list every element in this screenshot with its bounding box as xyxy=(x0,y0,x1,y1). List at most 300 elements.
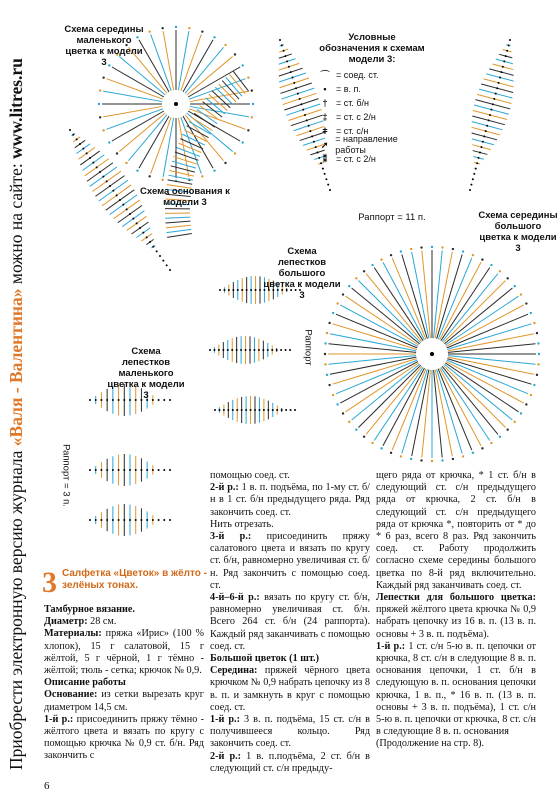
chain-dot xyxy=(163,469,165,471)
chain-dot xyxy=(89,399,91,401)
chain-dot xyxy=(498,82,500,84)
chain-dot xyxy=(486,125,488,127)
chain-dot xyxy=(506,428,508,430)
stitch-mark xyxy=(151,117,172,173)
chain-dot xyxy=(201,175,203,177)
chain-dot xyxy=(135,519,137,521)
chain-dot xyxy=(123,519,125,521)
paragraph-text: присоединить пряжу тёмно - жёлтого цвета и вязать по кругу с помощью крючка № 0,9 ст. б/н. Ряд закончить с xyxy=(44,713,204,762)
legend-symbol: † xyxy=(322,97,328,108)
legend-item xyxy=(318,96,426,110)
chain-dot xyxy=(241,141,243,143)
chain-dot xyxy=(166,264,168,266)
chain-dot xyxy=(125,162,127,164)
chain-dot xyxy=(271,349,273,351)
chain-dot xyxy=(325,178,327,180)
chain-dot xyxy=(288,66,290,68)
chain-dot xyxy=(476,162,478,164)
chain-dot xyxy=(161,27,163,29)
stitch-mark xyxy=(182,134,205,145)
chain-dot xyxy=(355,428,357,430)
paragraph-heading: 3-й р.: xyxy=(210,531,252,543)
stitch-mark xyxy=(163,31,173,90)
chain-dot xyxy=(232,409,234,411)
label-big-center: Схема середины большого цветка к модели 3 xyxy=(478,210,558,254)
paragraph-heading: Диаметр: xyxy=(44,616,88,628)
chain-dot xyxy=(136,222,138,224)
chain-dot xyxy=(481,447,483,449)
chain-dot xyxy=(308,125,310,127)
chain-dot xyxy=(112,190,114,192)
chain-dot xyxy=(480,146,482,148)
chain-dot xyxy=(505,55,507,57)
chain-dot xyxy=(322,168,324,170)
chain-dot xyxy=(410,458,412,460)
chain-dot xyxy=(508,44,510,46)
chain-dot xyxy=(537,342,539,344)
text-column-3 xyxy=(376,470,536,751)
chain-dot xyxy=(363,436,365,438)
chain-dot xyxy=(82,148,84,150)
chain-dot xyxy=(246,289,248,291)
chain-dot xyxy=(475,168,477,170)
chain-dot xyxy=(499,436,501,438)
chain-dot xyxy=(240,349,242,351)
paragraph-heading: 1-й р.: xyxy=(376,640,406,652)
chain-dot xyxy=(536,332,538,334)
chain-dot xyxy=(129,519,131,521)
legend-text: = соед. ст. xyxy=(336,69,379,80)
chain-dot xyxy=(327,184,329,186)
chain-dot xyxy=(102,129,104,131)
chain-dot xyxy=(162,260,164,262)
stitch-mark xyxy=(167,233,192,237)
chain-dot xyxy=(95,399,97,401)
chain-dot xyxy=(218,349,220,351)
banner-site-link[interactable]: www.litres.ru xyxy=(6,58,26,159)
page-number: 6 xyxy=(44,780,50,792)
chain-dot xyxy=(100,399,102,401)
chain-dot xyxy=(380,447,382,449)
chain-dot xyxy=(169,519,171,521)
chain-dot xyxy=(159,255,161,257)
chain-dot xyxy=(106,469,108,471)
chain-dot xyxy=(492,103,494,105)
chain-dot xyxy=(135,469,137,471)
chain-dot xyxy=(514,421,516,423)
chain-dot xyxy=(472,452,474,454)
chain-dot xyxy=(247,76,249,78)
chain-dot xyxy=(224,162,226,164)
chain-dot xyxy=(326,374,328,376)
stitch-mark xyxy=(166,229,191,232)
chain-dot xyxy=(267,349,269,351)
chain-dot xyxy=(241,289,243,291)
chain-dot xyxy=(250,409,252,411)
article-number: 3 xyxy=(42,566,57,599)
stitch-mark xyxy=(103,106,162,116)
chain-dot xyxy=(99,171,101,173)
chain-dot xyxy=(483,135,485,137)
chain-dot xyxy=(363,270,365,272)
chain-dot xyxy=(420,459,422,461)
paragraph-text: присоединить пряжу салатового цвета и вязать по кругу ст. б/н, равномерно увеличивая ст. б/н. Ряд закончить с помощью соед. ст. xyxy=(210,531,370,591)
chain-dot xyxy=(283,50,285,52)
chain-dot xyxy=(420,246,422,248)
paragraph-text: пряжей чёрного цвета крючком № 0,9 набрать цепочку из 8 в. п. и замкнуть в круг с помощью соед. ст. xyxy=(210,665,370,713)
legend-item xyxy=(318,134,426,155)
chain-dot xyxy=(169,269,171,271)
chain-dot xyxy=(313,141,315,143)
chain-dot xyxy=(410,248,412,250)
paragraph-text: пряжей жёлтого цвета крючка № 0,9 набрать цепочку из 16 в. п. (13 в. п. основы + 3 в. п. подъёма). xyxy=(376,604,536,640)
chain-dot xyxy=(236,409,238,411)
paragraph xyxy=(376,592,536,641)
chain-dot xyxy=(251,116,253,118)
chain-dot xyxy=(380,258,382,260)
paragraph xyxy=(210,531,370,592)
chain-dot xyxy=(304,114,306,116)
chain-dot xyxy=(281,409,283,411)
chain-dot xyxy=(258,349,260,351)
chain-dot xyxy=(228,289,230,291)
chain-dot xyxy=(500,71,502,73)
banner-middle: можно на сайте: xyxy=(6,158,26,289)
paragraph-heading: Основание: xyxy=(44,689,98,701)
chain-dot xyxy=(452,458,454,460)
legend-symbol: ➚ xyxy=(320,139,329,150)
chain-dot xyxy=(89,469,91,471)
chain-dot xyxy=(175,26,177,28)
chain-dot xyxy=(499,270,501,272)
chain-dot xyxy=(297,93,299,95)
chain-dot xyxy=(478,157,480,159)
paragraph xyxy=(376,470,536,592)
chain-dot xyxy=(281,44,283,46)
chain-dot xyxy=(245,349,247,351)
paragraph xyxy=(376,738,536,750)
chain-dot xyxy=(348,285,350,287)
stitch-mark xyxy=(165,217,190,218)
chain-dot xyxy=(294,409,296,411)
chain-dot xyxy=(490,109,492,111)
chain-dot xyxy=(139,227,141,229)
paragraph-text: помощью соед. ст. xyxy=(210,470,290,481)
chain-dot xyxy=(462,250,464,252)
paragraph xyxy=(44,714,204,763)
chain-dot xyxy=(285,409,287,411)
chain-dot xyxy=(430,352,434,356)
legend-symbol: ǂ xyxy=(322,125,328,136)
chain-dot xyxy=(292,77,294,79)
chain-dot xyxy=(284,55,286,57)
paragraph-text: 28 см. xyxy=(87,616,117,628)
chain-dot xyxy=(119,199,121,201)
chain-dot xyxy=(214,409,216,411)
chain-dot xyxy=(502,66,504,68)
paragraph-text: Нить отрезать. xyxy=(210,518,274,530)
paragraph-text: вязать по кругу ст. б/н, равномерно увеличивая ст. б/н. Всего 264 ст. б/н (24 раппорта). Каждый ряд заканчивать с помощью соед. ст. xyxy=(210,592,370,652)
paragraph-heading: Большой цветок (1 шт.) xyxy=(210,653,319,665)
chain-dot xyxy=(140,519,142,521)
chain-dot xyxy=(158,519,160,521)
paragraph-heading: 2-й р.: xyxy=(210,482,239,494)
legend-item xyxy=(318,82,426,96)
chain-dot xyxy=(336,403,338,405)
stitch-mark xyxy=(103,91,162,101)
chain-dot xyxy=(276,349,278,351)
banner-magazine: «Валя - Валентина» xyxy=(6,288,26,447)
chain-dot xyxy=(89,519,91,521)
paragraph xyxy=(210,470,370,482)
chain-dot xyxy=(163,519,165,521)
chain-dot xyxy=(245,409,247,411)
chain-dot xyxy=(69,129,71,131)
paragraph-heading: 1-й р.: xyxy=(210,714,240,726)
stitch-mark xyxy=(178,143,201,153)
chain-dot xyxy=(237,289,239,291)
chain-dot xyxy=(259,289,261,291)
chain-dot xyxy=(158,469,160,471)
legend-text: = направление работы xyxy=(335,134,398,155)
chain-dot xyxy=(336,302,338,304)
chain-dot xyxy=(219,289,221,291)
chain-dot xyxy=(496,87,498,89)
label-big-petals: Схема лепестков большого цветка к модели 3 xyxy=(263,246,341,301)
chain-dot xyxy=(169,469,171,471)
chain-dot xyxy=(156,250,158,252)
chain-dot xyxy=(146,469,148,471)
chain-dot xyxy=(106,180,108,182)
stitch-mark xyxy=(106,109,162,130)
paragraph-heading: Тамбурное вязание. xyxy=(44,604,135,615)
chain-dot xyxy=(152,246,154,248)
chain-dot xyxy=(306,119,308,121)
paragraph-text: 1 в. п.подъёма, 2 ст. б/н в следующий ст. с/н предыду- xyxy=(210,750,370,774)
paragraph xyxy=(210,714,370,751)
chain-dot xyxy=(520,412,522,414)
chain-dot xyxy=(285,349,287,351)
chain-dot xyxy=(324,363,326,365)
chain-dot xyxy=(490,264,492,266)
legend-symbol: ⌒ xyxy=(320,69,330,80)
chain-dot xyxy=(254,409,256,411)
chain-dot xyxy=(96,166,98,168)
chain-dot xyxy=(218,409,220,411)
chain-dot xyxy=(290,71,292,73)
legend-symbol: ‡ xyxy=(322,111,328,122)
paragraph-text: щего ряда от крючка, * 1 ст. б/н в следующий ст. с/н предыдущего ряда от крючка, 2 ст. б/н в следующий ст. с/н предыдущего ряда от крючка *, повторить от * до * 6 раз, всего 8 раз. Ряд закончить соед. ст. Работу продолжить согласно схеме середины большого цветка по 8-й ряд включительно. Каждый ряд заканчивать соед. ст. xyxy=(376,470,536,591)
chain-dot xyxy=(267,409,269,411)
chain-dot xyxy=(371,442,373,444)
label-rapport: Раппорт xyxy=(302,329,314,366)
chain-dot xyxy=(241,409,243,411)
chain-dot xyxy=(92,162,94,164)
chain-dot xyxy=(272,409,274,411)
chain-dot xyxy=(431,460,433,462)
chain-dot xyxy=(328,384,330,386)
chain-dot xyxy=(129,213,131,215)
chain-dot xyxy=(201,30,203,32)
paragraph-heading: 4-й–6-й р.: xyxy=(210,592,260,604)
chain-dot xyxy=(324,173,326,175)
stitch-mark xyxy=(190,91,249,101)
paragraph-heading: Лепестки для большого цветка: xyxy=(376,592,536,604)
chain-dot xyxy=(213,349,215,351)
chain-dot xyxy=(332,394,334,396)
chain-dot xyxy=(99,116,101,118)
chain-dot xyxy=(371,264,373,266)
legend xyxy=(318,32,426,166)
stitch-mark xyxy=(168,175,193,180)
chain-dot xyxy=(241,64,243,66)
chain-dot xyxy=(79,143,81,145)
paragraph xyxy=(44,689,204,713)
chain-dot xyxy=(255,289,257,291)
chain-dot xyxy=(355,277,357,279)
chain-dot xyxy=(276,409,278,411)
chain-dot xyxy=(472,178,474,180)
legend-symbol: ⁑ xyxy=(322,153,328,164)
chain-dot xyxy=(506,277,508,279)
chain-dot xyxy=(290,409,292,411)
paragraph xyxy=(210,519,370,531)
paragraph xyxy=(210,482,370,519)
chain-dot xyxy=(348,421,350,423)
stitch-mark xyxy=(106,79,162,100)
chain-dot xyxy=(452,248,454,250)
chain-dot xyxy=(76,138,78,140)
chain-dot xyxy=(161,179,163,181)
chain-dot xyxy=(473,173,475,175)
chain-dot xyxy=(279,39,281,41)
paragraph-text: из сетки вырезать круг диаметром 14,5 см. xyxy=(44,689,204,713)
chain-dot xyxy=(482,141,484,143)
chain-dot xyxy=(142,232,144,234)
chain-dot xyxy=(100,469,102,471)
label-small-petals: Схема лепестков маленького цветка к модели 3 xyxy=(107,346,185,401)
stitch-mark xyxy=(151,34,172,90)
chain-dot xyxy=(116,152,118,154)
chain-dot xyxy=(174,102,178,106)
chain-dot xyxy=(536,374,538,376)
chain-dot xyxy=(509,39,511,41)
chain-dot xyxy=(490,442,492,444)
chain-dot xyxy=(499,77,501,79)
chain-dot xyxy=(231,349,233,351)
chain-dot xyxy=(328,322,330,324)
label-base: Схема основания к модели 3 xyxy=(140,186,230,208)
chain-dot xyxy=(132,218,134,220)
chain-dot xyxy=(525,403,527,405)
chain-dot xyxy=(293,82,295,84)
paragraph xyxy=(44,628,204,677)
chain-dot xyxy=(342,412,344,414)
legend-title: Условные обозначения к схемам модели 3: xyxy=(319,32,425,65)
chain-dot xyxy=(520,293,522,295)
chain-dot xyxy=(533,384,535,386)
chain-dot xyxy=(213,36,215,38)
chain-dot xyxy=(472,254,474,256)
stitch-mark xyxy=(187,126,209,138)
chain-dot xyxy=(390,254,392,256)
chain-dot xyxy=(315,146,317,148)
chain-dot xyxy=(489,114,491,116)
paragraph-heading: 1-й р.: xyxy=(44,713,74,725)
stitch-mark xyxy=(165,221,190,223)
chain-dot xyxy=(530,394,532,396)
chain-dot xyxy=(506,50,508,52)
paragraph xyxy=(44,604,204,616)
chain-dot xyxy=(224,44,226,46)
legend-text: = ст. с/н xyxy=(336,125,369,136)
chain-dot xyxy=(488,119,490,121)
chain-dot xyxy=(251,89,253,91)
chain-dot xyxy=(493,98,495,100)
chain-dot xyxy=(311,135,313,137)
chain-dot xyxy=(309,130,311,132)
chain-dot xyxy=(118,469,120,471)
chain-dot xyxy=(222,349,224,351)
chain-dot xyxy=(122,204,124,206)
text-column-2 xyxy=(210,470,370,775)
paragraph-heading: Материалы: xyxy=(44,628,102,640)
chain-dot xyxy=(537,363,539,365)
chain-dot xyxy=(525,302,527,304)
chain-dot xyxy=(236,349,238,351)
paragraph-heading: Середина: xyxy=(210,665,258,677)
chain-dot xyxy=(95,469,97,471)
chain-dot xyxy=(146,236,148,238)
chain-dot xyxy=(431,246,433,248)
chain-dot xyxy=(227,349,229,351)
stitch-mark xyxy=(166,225,191,228)
paragraph-text: пряжа «Ирис» (100 % хлопок), 15 г салатовой, 15 г жёлтой, 5 г чёрной, 1 г тёмно - жёлтой; тюль - сетка; крючок № 0,9. xyxy=(44,628,204,677)
chain-dot xyxy=(102,176,104,178)
article-title: Салфетка «Цветок» в жёлто - зелёных тонах. xyxy=(62,568,207,591)
chain-dot xyxy=(227,409,229,411)
chain-dot xyxy=(148,30,150,32)
paragraph-text: 1 в. п. подъёма, по 1-му ст. б/н в 1 ст. б/н предыдущего ряда. Ряд закончить соед. ст. xyxy=(210,482,370,518)
chain-dot xyxy=(148,175,150,177)
chain-dot xyxy=(152,519,154,521)
legend-text: = в. п. xyxy=(336,83,361,94)
chain-dot xyxy=(302,109,304,111)
chain-dot xyxy=(481,258,483,260)
chain-dot xyxy=(223,409,225,411)
legend-text: = ст. б/н xyxy=(336,97,370,108)
chain-dot xyxy=(234,53,236,55)
chain-dot xyxy=(295,87,297,89)
chain-dot xyxy=(485,130,487,132)
chain-dot xyxy=(342,293,344,295)
chain-dot xyxy=(258,409,260,411)
chain-dot xyxy=(109,185,111,187)
chain-dot xyxy=(123,469,125,471)
legend-item xyxy=(318,110,426,124)
chain-dot xyxy=(98,103,100,105)
chain-dot xyxy=(149,241,151,243)
chain-dot xyxy=(136,169,138,171)
chain-dot xyxy=(86,152,88,154)
chain-dot xyxy=(400,250,402,252)
legend-symbol: • xyxy=(323,83,327,94)
chain-dot xyxy=(263,409,265,411)
label-small-center: Схема середины маленького цветка к модели 3 xyxy=(64,24,144,68)
chain-dot xyxy=(495,93,497,95)
label-rapport-3: Раппорт = 3 п. xyxy=(60,444,72,507)
chain-dot xyxy=(299,98,301,100)
